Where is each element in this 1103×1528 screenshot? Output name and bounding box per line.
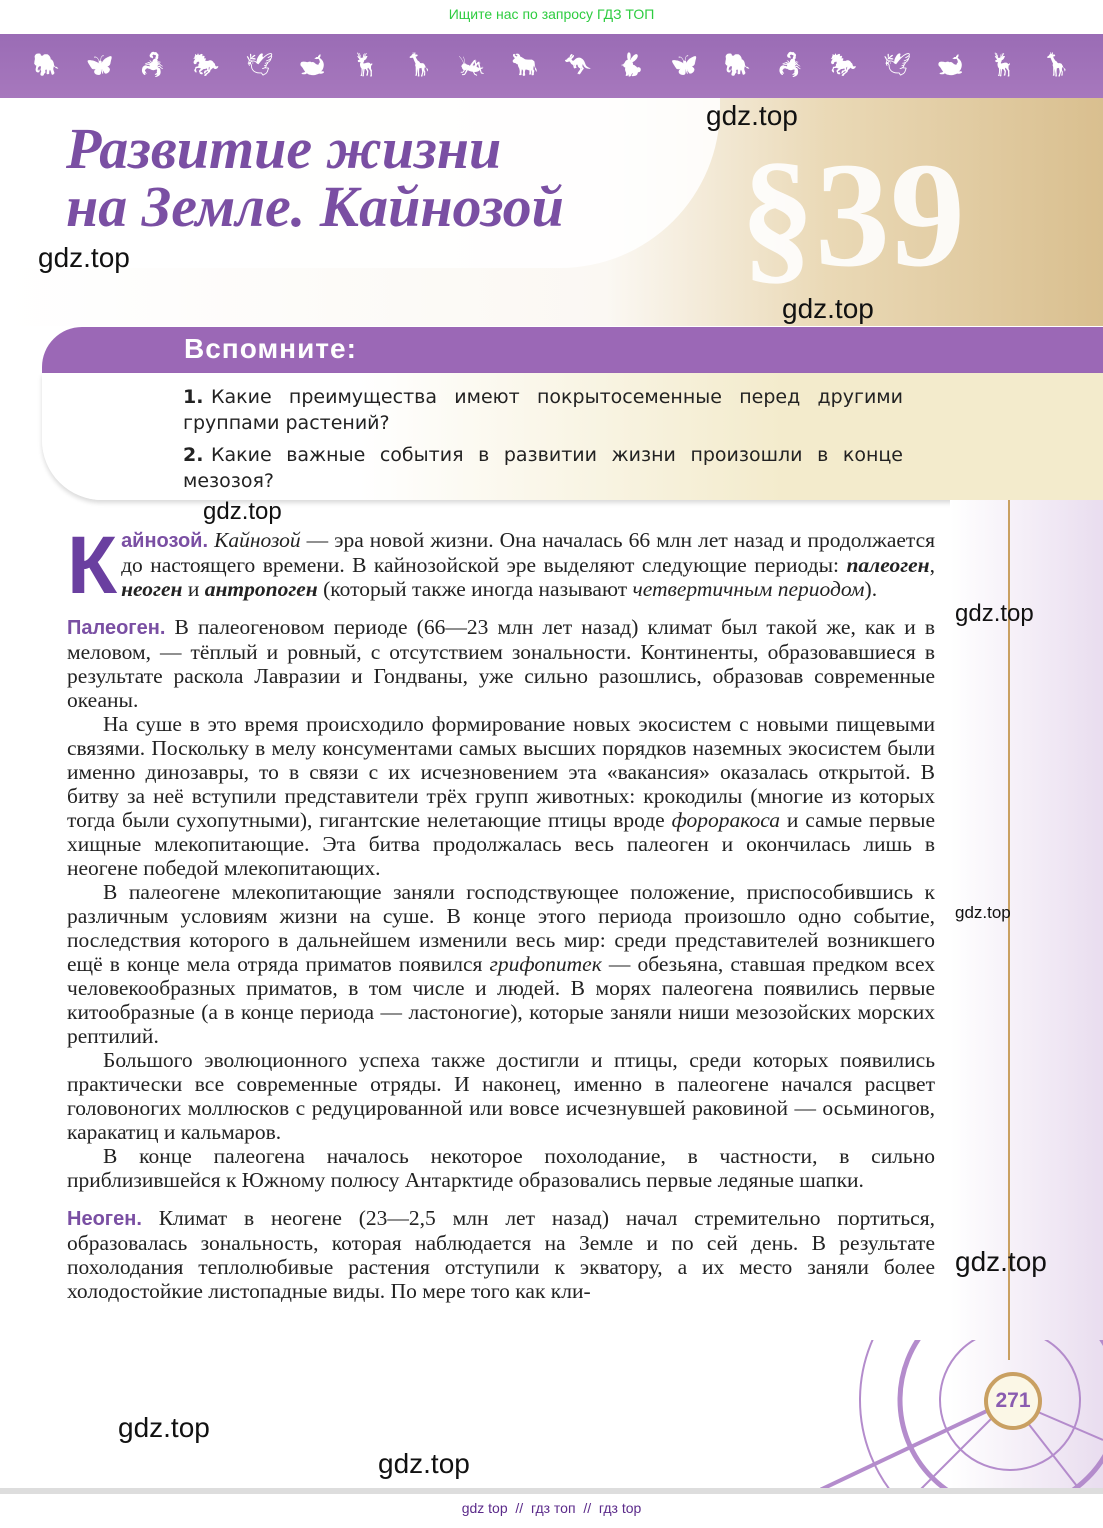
title-line-2: на Земле. Кайнозой — [66, 174, 564, 239]
section-heading: айнозой. — [121, 530, 209, 552]
term: грифопитек — [489, 952, 602, 976]
question-number: 1. — [183, 386, 204, 408]
animal-silhouette-icon: 🕊 — [245, 53, 274, 78]
watermark: gdz.top — [203, 498, 282, 525]
animal-silhouette-icon: 🦒 — [405, 53, 433, 78]
animal-silhouette-icon: 🦋 — [670, 53, 698, 78]
term: четвертичным периодом — [632, 577, 865, 601]
page-number: 271 — [984, 1372, 1042, 1430]
margin-line — [1008, 500, 1010, 1360]
text: , — [929, 553, 935, 577]
animal-silhouette-icon: 🐎 — [829, 53, 858, 78]
term: Кайнозой — [214, 528, 301, 552]
intro-paragraph — [67, 520, 936, 611]
animal-silhouette-icon: 🦘 — [564, 53, 592, 78]
question-number: 2. — [183, 444, 204, 466]
paleogen-section — [67, 615, 935, 1192]
animal-silhouette-icon: 🐘 — [32, 53, 61, 78]
question-1 — [183, 384, 903, 436]
neogen-section — [67, 1206, 935, 1303]
watermark: gdz.top — [782, 293, 874, 324]
question-2 — [183, 442, 903, 494]
animal-silhouette-icon: 🐋 — [936, 53, 964, 78]
body-text — [67, 520, 936, 1303]
section-heading: Неоген. — [67, 1208, 142, 1230]
question-text: Какие преимущества имеют покрытосеменные перед другими группами растений? — [183, 386, 903, 434]
term: палеоген — [846, 553, 930, 577]
animal-silhouette-icon: 🐂 — [511, 53, 539, 78]
title-line-1: Развитие жизни — [66, 116, 502, 181]
remember-header — [42, 327, 1103, 373]
question-text: Какие важные события в развитии жизни произошли в конце мезозоя? — [183, 444, 903, 492]
watermark: gdz.top — [378, 1448, 470, 1479]
paragraph-number: §39 — [740, 132, 965, 298]
watermark: gdz.top — [955, 600, 1034, 627]
animal-silhouette-icon: 🦋 — [85, 53, 114, 78]
animal-silhouette-icon: 🦌 — [989, 53, 1017, 78]
animal-silhouette-icon: 🦒 — [1042, 53, 1071, 78]
footer-divider — [0, 1488, 1103, 1494]
animal-silhouette-icon: 🦂 — [776, 53, 805, 78]
animal-silhouette-icon: 🐘 — [723, 53, 751, 78]
animal-silhouette-icon: 🦗 — [458, 53, 486, 78]
text: и — [182, 577, 205, 601]
paragraph: В конце палеогена началось некоторое похолодание, в частности, в сильно приблизившейся к Южному полюсу Антарктиде образовались первые ледяные шапки. — [67, 1144, 935, 1192]
text: и самые первые хищные млекопитающие. Эта битва продолжалась весь палеоген и окончилась лишь в неогене победой млекопитающих. — [67, 808, 935, 880]
watermark: gdz.top — [38, 242, 130, 273]
watermark: gdz.top — [118, 1412, 210, 1443]
footer-links[interactable]: gdz top // гдз топ // гдз top — [461, 1500, 642, 1516]
watermark: gdz.top — [955, 903, 1011, 922]
text: — эра новой жизни. Она началась 66 млн лет назад и продолжается до настоящего времени. В кайнозойской эре выделяют следующие периоды: — [121, 528, 936, 577]
animal-silhouette-icon: 🦂 — [139, 53, 167, 78]
text: В палеогене млекопитающие заняли господствующее положение, приспособившись к различным условиям жизни на суше. В конце этого периода произошло одно событие, последствия которого в дальнейшем изменили весь мир: среди представителей возникшего ещё в конце мела отряда приматов появился — [67, 880, 935, 976]
animal-silhouette-icon: 🐎 — [192, 53, 220, 78]
text: В палеогеновом периоде (66—23 млн лет назад) климат был такой же, как и в меловом, — тёплый и ровный, с отсутствием зональности. Континенты, образовавшиеся в результате раскола Лавразии и Гондваны, уже сильно разошлись, образовав современные океаны. — [67, 615, 935, 712]
term: антропоген — [204, 577, 318, 601]
term: фороракоса — [671, 808, 781, 832]
section-heading: Палеоген. — [67, 617, 166, 639]
drop-cap: К — [67, 520, 118, 611]
paragraph: Большого эволюционного успеха также достигли и птицы, среди которых появились практически все современные отряды. И наконец, именно в палеогене начался расцвет головоногих моллюсков с редуцированной или вовсе исчезнувшей раковиной — осьминогов, каракатиц и кальмаров. — [67, 1048, 935, 1144]
animal-silhouette-icon: 🕊 — [882, 53, 911, 78]
text: Климат в неогене (23—2,5 млн лет назад) начал стремительно портиться, образовалась зональность, которая наблюдается на Земле и по сей день. В результате похолодания теплолюбивые растения отступили к экватору, а их место заняли более холодостойкие листопадные виды. По мере того как кли- — [67, 1206, 935, 1303]
text: — обезьяна, ставшая предком всех человекообразных приматов, в том числе и людей. В морях палеогена появились первые китообразные (а в конце периода — ластоногие), которые заняли ниши мезозойских морских рептилий. — [67, 952, 935, 1048]
text: ). — [864, 577, 878, 601]
compass-decoration — [820, 1340, 1103, 1490]
animal-band — [0, 34, 1103, 98]
page-title — [66, 116, 564, 239]
remember-heading: Вспомните: — [184, 333, 357, 364]
watermark: gdz.top — [706, 100, 798, 131]
text: На суше в это время происходило формирование новых экосистем с новыми пищевыми связями. Поскольку в мелу консументами самых высших порядков наземных экосистем были именно динозавры, то в связи с их исчезновением эта «вакансия» оказалась открытой. В битву за неё вступили представители трёх групп животных: крокодилы (многие из которых тогда были сухопутными), гигантские нелетающие птицы вроде — [67, 712, 935, 832]
term: неоген — [121, 577, 183, 601]
watermark: gdz.top — [955, 1246, 1047, 1277]
animal-silhouette-icon: 🦌 — [351, 53, 380, 78]
search-hint: Ищите нас по запросу ГДЗ ТОП — [448, 6, 655, 22]
animal-silhouette-icon: 🐇 — [617, 53, 645, 78]
text: (который также иногда называют — [317, 577, 633, 601]
animal-silhouette-icon: 🐋 — [298, 53, 327, 78]
